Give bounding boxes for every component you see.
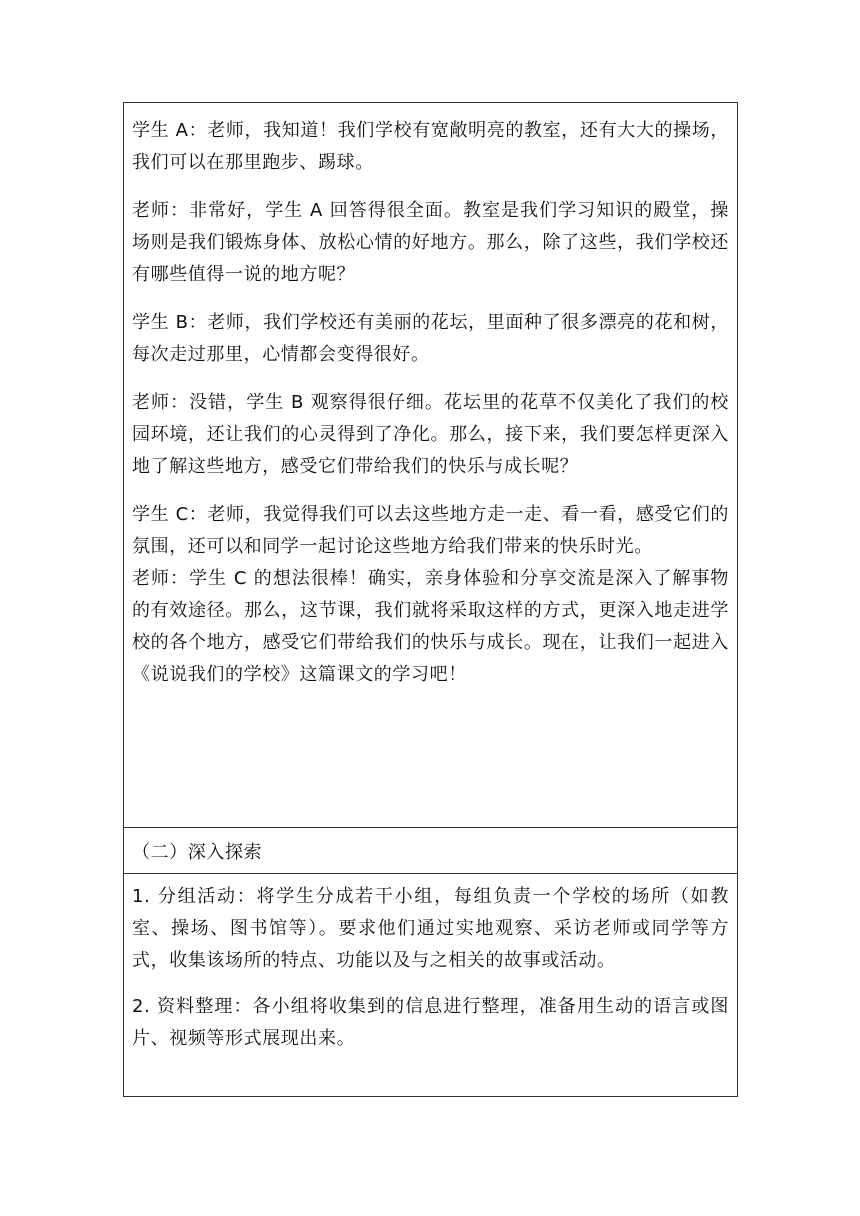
- student-a-line: 学生 A：老师，我知道！我们学校有宽敞明亮的教室，还有大大的操场，我们可以在那里跑步、踢球。: [132, 120, 729, 173]
- steps-cell: [124, 874, 737, 1096]
- dialogue-cell: [124, 103, 737, 828]
- student-b-line: 学生 B：老师，我们学校还有美丽的花坛，里面种了很多漂亮的花和树，每次走过那里，心情都会变得很好。: [132, 312, 729, 365]
- teacher-line-2: 老师：没错，学生 B 观察得很仔细。花坛里的花草不仅美化了我们的校园环境，还让我们的心灵得到了净化。那么，接下来，我们要怎样更深入地了解这些地方，感受它们带给我们的快乐与成长呢？: [132, 392, 729, 477]
- teacher-line-1: 老师：非常好，学生 A 回答得很全面。教室是我们学习知识的殿堂，操场则是我们锻炼身体、放松心情的好地方。那么，除了这些，我们学校还有哪些值得一说的地方呢？: [132, 200, 729, 285]
- step-material-organizing: 2. 资料整理：各小组将收集到的信息进行整理，准备用生动的语言或图片、视频等形式展现出来。: [132, 996, 729, 1049]
- student-c-line: 学生 C：老师，我觉得我们可以去这些地方走一走、看一看，感受它们的氛围，还可以和同学一起讨论这些地方给我们带来的快乐时光。: [132, 504, 729, 557]
- section-heading: （二）深入探索: [132, 842, 263, 863]
- section-heading-cell: [124, 828, 737, 874]
- step-group-activity: 1. 分组活动：将学生分成若干小组，每组负责一个学校的场所（如教室、操场、图书馆等）。要求他们通过实地观察、采访老师或同学等方式，收集该场所的特点、功能以及与之相关的故事或活动。: [132, 886, 729, 971]
- teacher-line-3: 老师：学生 C 的想法很棒！确实，亲身体验和分享交流是深入了解事物的有效途径。那么，这节课，我们就将采取这样的方式，更深入地走进学校的各个地方，感受它们带给我们的快乐与成长。现在，让我们一起进入《说说我们的学校》这篇课文的学习吧！: [132, 568, 729, 685]
- lesson-plan-table: [123, 102, 738, 1097]
